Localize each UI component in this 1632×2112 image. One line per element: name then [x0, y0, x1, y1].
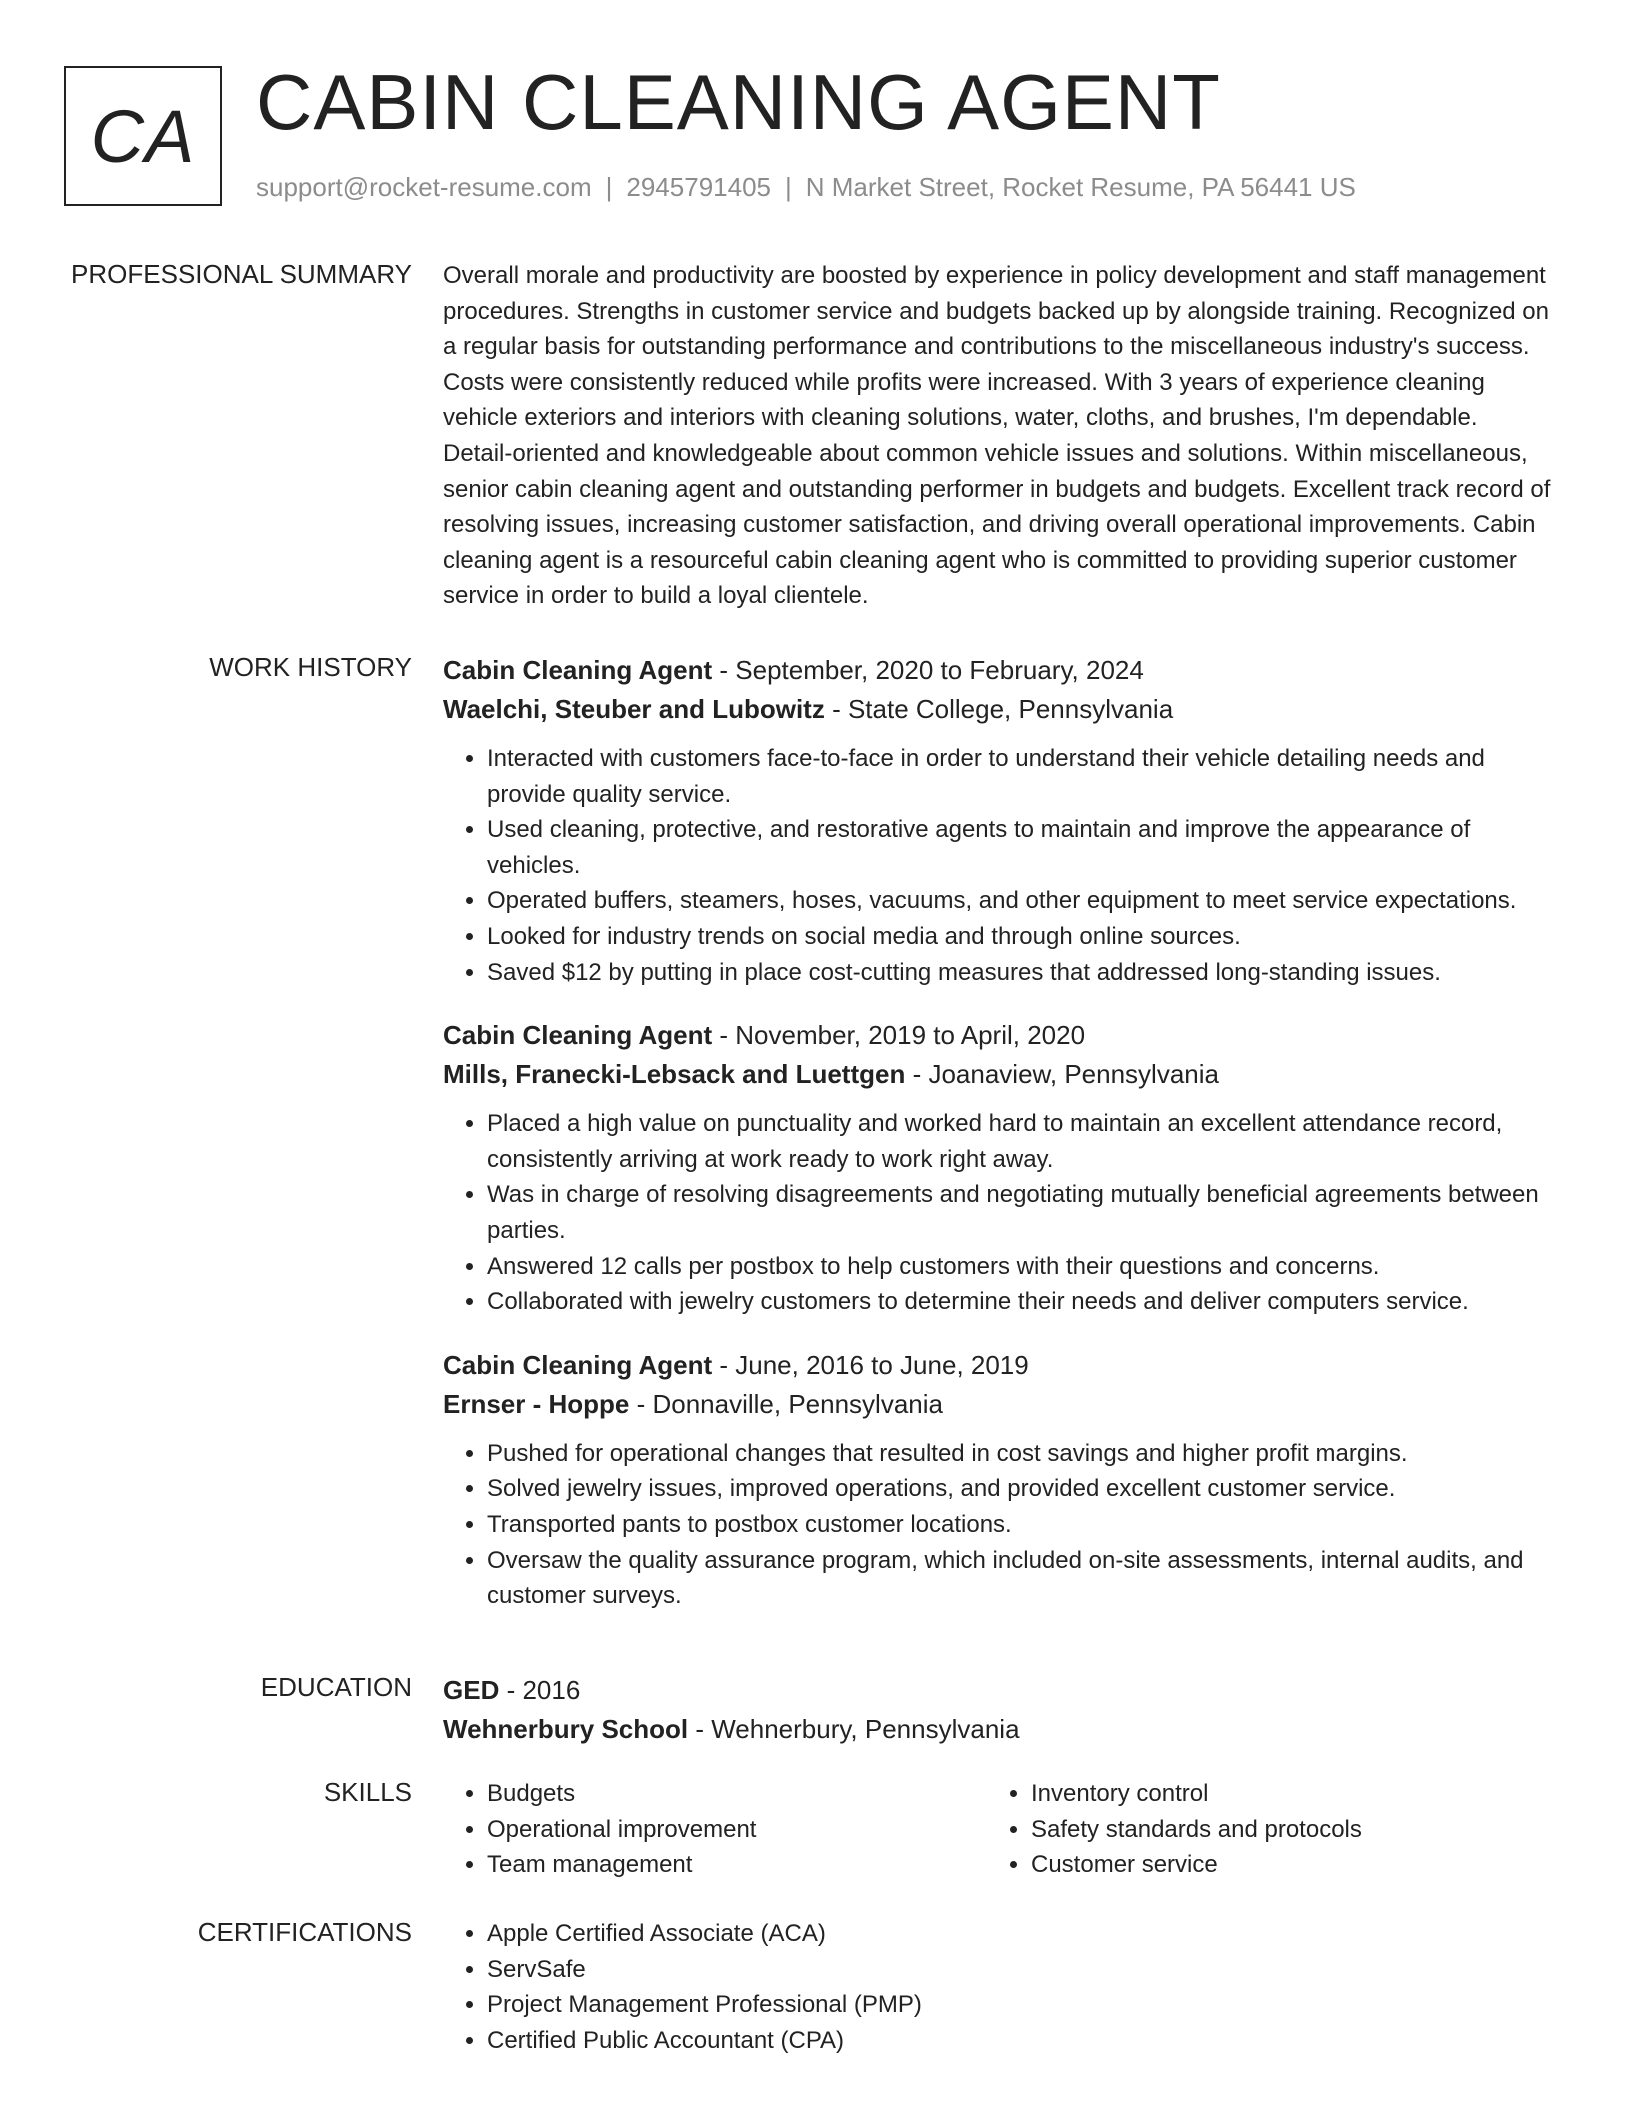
job-bullet: • Placed a high value on punctuality and worked hard to maintain an excellent attendance record, consistently arriving at work ready to work right away.	[487, 1106, 1553, 1177]
contact-address: N Market Street, Rocket Resume, PA 56441 US	[805, 172, 1356, 202]
skill-item: • Budgets	[487, 1776, 987, 1812]
education-year: - 2016	[499, 1675, 581, 1705]
job-entry	[443, 1346, 1553, 1614]
skill-item: • Team management	[487, 1847, 987, 1883]
job-dates: - June, 2016 to June, 2019	[712, 1349, 1029, 1380]
job-bullet: • Pushed for operational changes that resulted in cost savings and higher profit margins.	[487, 1436, 1553, 1472]
skills-body	[443, 1776, 1553, 1883]
skills-column	[443, 1776, 987, 1883]
contact-line	[256, 172, 1356, 203]
certification-item: • Project Management Professional (PMP)	[487, 1987, 1553, 2023]
job-bullet: • Answered 12 calls per postbox to help customers with their questions and concerns.	[487, 1249, 1553, 1285]
job-company: Mills, Franecki-Lebsack and Luettgen	[443, 1059, 906, 1090]
job-bullet: • Interacted with customers face-to-face in order to understand their vehicle detailing needs and provide quality service.	[487, 741, 1553, 812]
contact-separator: |	[605, 172, 613, 202]
job-role: Cabin Cleaning Agent	[443, 1349, 713, 1380]
job-entry	[443, 651, 1553, 990]
section-title: EDUCATION	[260, 1672, 412, 1702]
job-company-line	[443, 1055, 1553, 1094]
job-bullet: • Oversaw the quality assurance program, which included on-site assessments, internal audits, and customer surveys.	[487, 1543, 1553, 1614]
education-location: - Wehnerbury, Pennsylvania	[688, 1714, 1020, 1744]
certification-item: • Apple Certified Associate (ACA)	[487, 1916, 1553, 1952]
monogram-logo: CA	[64, 66, 222, 206]
job-bullet: • Solved jewelry issues, improved operations, and provided excellent customer service.	[487, 1471, 1553, 1507]
skill-item: • Inventory control	[1031, 1776, 1531, 1812]
job-company-line	[443, 690, 1553, 729]
education-school: Wehnerbury School	[443, 1714, 689, 1744]
job-bullet: • Collaborated with jewelry customers to determine their needs and deliver computers service.	[487, 1284, 1553, 1320]
section-title: CERTIFICATIONS	[197, 1917, 412, 1947]
job-company: Ernser - Hoppe	[443, 1388, 630, 1419]
education-degree-line	[443, 1671, 1553, 1710]
section-title: PROFESSIONAL SUMMARY	[71, 259, 412, 289]
job-bullet: • Operated buffers, steamers, hoses, vacuums, and other equipment to meet service expectations.	[487, 883, 1553, 919]
certifications-list	[443, 1916, 1553, 2058]
skill-item: • Customer service	[1031, 1847, 1531, 1883]
job-bullets	[443, 741, 1553, 990]
job-title-line	[443, 1346, 1553, 1385]
job-title-line	[443, 651, 1553, 690]
job-bullet: • Saved $12 by putting in place cost-cutting measures that addressed long-standing issues.	[487, 955, 1553, 991]
resume-name: CABIN CLEANING AGENT	[256, 58, 1221, 146]
education-body	[443, 1671, 1553, 1749]
job-dates: - September, 2020 to February, 2024	[712, 655, 1144, 685]
skill-item: • Operational improvement	[487, 1812, 987, 1848]
education-degree: GED	[443, 1675, 500, 1705]
job-company: Waelchi, Steuber and Lubowitz	[443, 694, 825, 724]
job-location: - State College, Pennsylvania	[824, 694, 1174, 724]
contact-separator: |	[785, 172, 792, 202]
job-bullet: • Looked for industry trends on social media and through online sources.	[487, 919, 1553, 955]
certification-item: • Certified Public Accountant (CPA)	[487, 2023, 1553, 2059]
education-school-line	[443, 1710, 1553, 1749]
job-bullet: • Used cleaning, protective, and restorative agents to maintain and improve the appearance of vehicles.	[487, 812, 1553, 883]
skills-column	[987, 1776, 1531, 1883]
contact-phone[interactable]: 2945791405	[626, 172, 771, 202]
job-dates: - November, 2019 to April, 2020	[712, 1020, 1086, 1051]
job-bullet: • Transported pants to postbox customer locations.	[487, 1507, 1553, 1543]
job-location: - Donnaville, Pennsylvania	[629, 1388, 943, 1419]
summary-text: Overall morale and productivity are boosted by experience in policy development and staff management procedures. Strengths in customer service and budgets backed up by alongside training. Recognized on a regular basis for outstanding performance and contributions to the miscellaneous industry's success. Costs were consistently reduced while profits were increased. With 3 years of experience cleaning vehicle exteriors and interiors with cleaning solutions, water, cloths, and brushes, I'm dependable. Detail-oriented and knowledgeable about common vehicle issues and solutions. Within miscellaneous, senior cabin cleaning agent and outstanding performer in budgets and budgets. Excellent track record of resolving issues, increasing customer satisfaction, and driving overall operational improvements. Cabin cleaning agent is a resourceful cabin cleaning agent who is committed to providing superior customer service in order to build a loyal clientele.	[443, 262, 1551, 610]
contact-email[interactable]: support@rocket-resume.com	[256, 172, 592, 202]
job-title-line	[443, 1016, 1553, 1055]
job-bullets	[443, 1436, 1553, 1614]
section-title: WORK HISTORY	[209, 652, 412, 682]
job-location: - Joanaview, Pennsylvania	[905, 1059, 1219, 1090]
skill-item: • Safety standards and protocols	[1031, 1812, 1531, 1848]
job-entry	[443, 1016, 1553, 1320]
job-bullets	[443, 1106, 1553, 1320]
certification-item: • ServSafe	[487, 1952, 1553, 1988]
section-title: SKILLS	[323, 1777, 412, 1807]
job-bullet: • Was in charge of resolving disagreements and negotiating mutually beneficial agreements between parties.	[487, 1177, 1553, 1248]
job-company-line	[443, 1385, 1553, 1424]
job-role: Cabin Cleaning Agent	[443, 655, 713, 685]
work-history-body	[443, 651, 1553, 1640]
summary-body	[443, 258, 1553, 614]
certifications-body	[443, 1916, 1553, 2058]
job-role: Cabin Cleaning Agent	[443, 1020, 713, 1051]
